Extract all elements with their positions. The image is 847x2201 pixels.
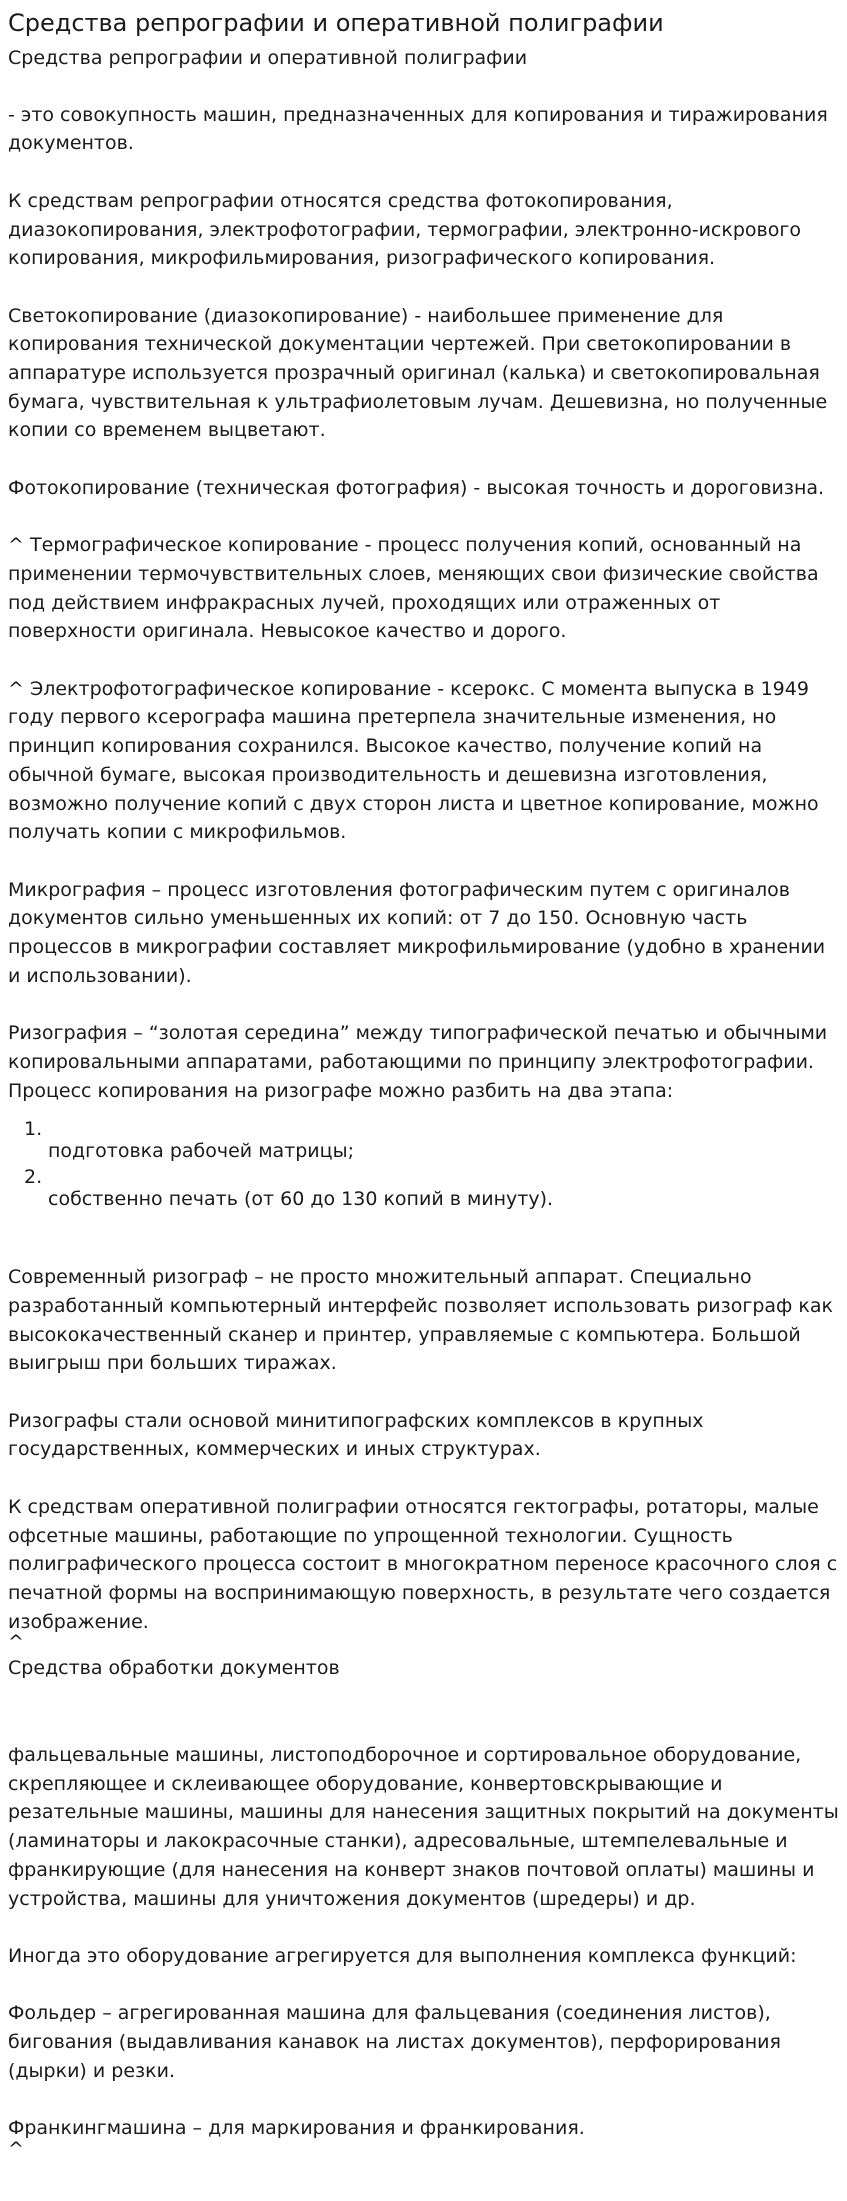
paragraph-modern-risograph: Современный ризограф – не просто множительный аппарат. Специально разработанный компьютерный интерфейс позволяет использовать ризограф как высококачественный сканер и принтер, управляемые с компьютера. Большой выигрыш при больших тиражах. — [8, 1266, 833, 1375]
list-item — [24, 1167, 839, 1211]
section-heading-processing: Средства обработки документов — [8, 1657, 340, 1680]
list-text: собственно печать (от 60 до 130 копий в минуту). — [48, 1188, 554, 1211]
caret-marker: ^ — [8, 1631, 24, 1654]
paragraph-risography: Ризография – “золотая середина” между типографической печатью и обычными копировальными аппаратами, работающими по принципу электрофотографии. Процесс копирования на ризографе можно разбить на два этапа: — [8, 1022, 828, 1102]
paragraph-definition: - это совокупность машин, предназначенных для копирования и тиражирования документов. — [8, 103, 828, 155]
paragraph-micrography: Микрография – процесс изготовления фотографическим путем с оригиналов документов сильно уменьшенных их копий: от 7 до 150. Основную часть процессов в микрографии составляет микрофильмирование (удобно в хранении и использовании). — [8, 878, 826, 987]
paragraph-franking: Франкингмашина – для маркирования и франкирования. — [8, 2117, 585, 2140]
caret-marker: ^ — [8, 2137, 24, 2160]
list-item — [24, 1119, 839, 1163]
paragraph-thermo: ^ Термографическое копирование - процесс получения копий, основанный на применении термочувствительных слоев, меняющих свои физические свойства под действием инфракрасных лучей, проходящих или отраженных от поверхности оригинала. Невысокое качество и дорого. — [8, 534, 819, 643]
page-title: Средства репрографии и оперативной полиграфии — [8, 9, 664, 37]
paragraph-photocopy: Фотокопирование (техническая фотография) - высокая точность и дороговизна. — [8, 476, 825, 499]
paragraph-aggregation: Иногда это оборудование агрегируется для выполнения комплекса функций: — [8, 1944, 797, 1967]
list-number: 1. — [24, 1118, 43, 1141]
paragraph-operative-polygraphy: К средствам оперативной полиграфии относятся гектографы, ротаторы, малые офсетные машины, работающие по упрощенной технологии. Сущность полиграфического процесса состоит в многократном переносе красочного слоя с печатной формы на воспринимающую поверхность, в результате чего создается изображение. — [8, 1495, 838, 1633]
list-number: 2. — [24, 1166, 43, 1189]
stages-list — [8, 1119, 839, 1211]
paragraph-minitypography: Ризографы стали основой минитипографских комплексов в крупных государственных, коммерческих и иных структурах. — [8, 1409, 704, 1461]
subtitle: Средства репрографии и оперативной полиграфии — [8, 47, 528, 69]
paragraph-equipment: фальцевальные машины, листоподборочное и сортировальное оборудование, скрепляющее и склеивающее оборудование, конвертовскрывающие и резательные машины, машины для нанесения защитных покрытий на документы (ламинаторы и лакокрасочные станки), адресовальные, штемпелевальные и франкирующие (для нанесения на конверт знаков почтовой оплаты) машины и устройства, машины для уничтожения документов (шредеры) и др. — [8, 1744, 839, 1910]
list-text: подготовка рабочей матрицы; — [48, 1140, 354, 1163]
paragraph-diazo: Светокопирование (диазокопирование) - наибольшее применение для копирования технической документации чертежей. При светокопировании в аппаратуре используется прозрачный оригинал (калька) и светокопировальная бумага, чувствительная к ультрафиолетовым лучам. Дешевизна, но полученные копии со временем выцветают. — [8, 304, 828, 442]
paragraph-means: К средствам репрографии относятся средства фотокопирования, диазокопирования, электрофотографии, термографии, электронно-искрового копирования, микрофильмирования, ризографического копирования. — [8, 189, 801, 270]
paragraph-xerox: ^ Электрофотографическое копирование - ксерокс. С момента выпуска в 1949 году первого ксерографа машина претерпела значительные изменения, но принцип копирования сохранился. Высокое качество, получение копий на обычной бумаге, высокая производительность и дешевизна изготовления, возможно получение копий с двух сторон листа и цветное копирование, можно получать копии с микрофильмов. — [8, 677, 819, 844]
paragraph-folder: Фольдер – агрегированная машина для фальцевания (соединения листов), бигования (выдавливания канавок на листах документов), перфорирования (дырки) и резки. — [8, 2002, 781, 2082]
